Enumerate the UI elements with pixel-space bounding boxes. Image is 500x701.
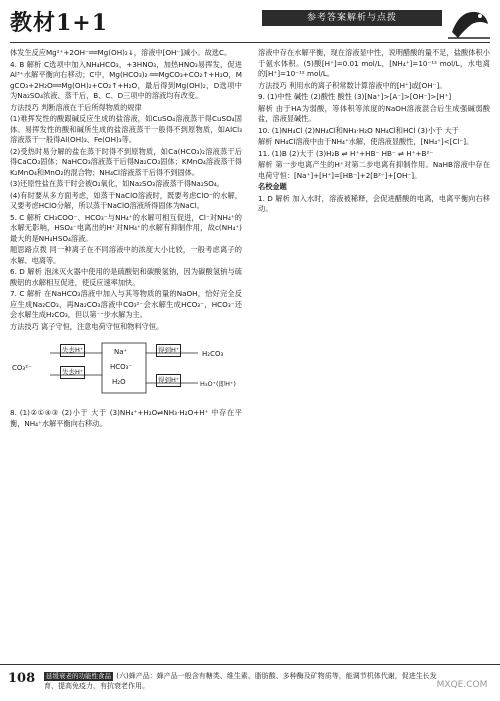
diagram-left-label-2: 失去H⁺ bbox=[60, 366, 85, 379]
right-para-4: 10. (1)NH₄Cl (2)NH₄Cl和NH₃·H₂O NH₄Cl和HCl (3)小于 大于 bbox=[258, 125, 459, 135]
book-logo: 教材1+1 bbox=[10, 10, 109, 36]
diagram-right-label-1: H₂CO₃ bbox=[202, 350, 224, 358]
right-para-2: 9. (1)中性 碱性 (2)酸性 酸性 (3)[Na⁺]>[A⁻]>[OH⁻]>[H⁺] bbox=[258, 92, 452, 101]
page-header bbox=[0, 0, 500, 42]
right-para-0: 溶液中存在水解平衡，现在溶液显中性，说明醋酸的量不足，盐酸体积小于氨水体积。(5)酸[H⁺]=0.01 mol/L，[NH₄⁺]=10⁻¹² mol/L，水电离的[H⁺]=10⁻¹² mol/L。 bbox=[258, 48, 490, 78]
header-banner: 参考答案解析与点拨 bbox=[262, 10, 442, 26]
watermark: MXQE.COM bbox=[436, 680, 488, 690]
ink-bird-decoration-icon bbox=[446, 2, 492, 42]
left-para-0: 体发生反应Mg²⁺+2OH⁻══Mg(OH)₂↓，溶液中[OH⁻]减小。故选C。 bbox=[10, 48, 232, 57]
right-para-5: 解析 NH₄Cl溶液中由于NH₄⁺水解，使溶液显酸性，[NH₄⁺]<[Cl⁻]。 bbox=[258, 137, 474, 146]
footer-tag: 延缓衰老的功能性食品 bbox=[46, 672, 111, 680]
diagram-right-label-3: H₃O⁺(即H⁺) bbox=[200, 380, 236, 388]
right-para-3: 解析 由于HA为弱酸，等体积等浓度的NaOH溶液混合后生成强碱弱酸盐，溶液显碱性。 bbox=[258, 103, 490, 123]
diagram-right-label-0: 得到H⁺ bbox=[156, 344, 181, 357]
header-rule bbox=[10, 42, 490, 43]
right-section-heading: 名校金题 bbox=[258, 182, 287, 191]
left-para-4: (2)受热时易分解的盐在蒸干时得不到原物质，如Ca(HCO₃)₂溶液蒸干后得CaCO₃固体；NaHCO₃溶液蒸干后得Na₂CO₃固体；KMnO₄溶液蒸干得K₂MnO₄和MnO₂的混合物；NH₄Cl溶液蒸干后得不到固体。 bbox=[10, 146, 242, 177]
footer-text: (六)蜂产品：蜂产品一般含有糖类、维生素、脂肪酸、多种酶及矿物质等，能调节机体代谢，促进生长发育，提高免疫力，有抗衰老作用。 bbox=[44, 672, 437, 690]
diagram-left-label-0: CO₃²⁻ bbox=[12, 364, 32, 372]
diagram-box-line-0: Na⁺ bbox=[114, 348, 128, 356]
left-para-7: 5. C 解析 CH₃COO⁻、HCO₃⁻与NH₄⁺的水解可相互促进，Cl⁻对NH₄⁺的水解无影响，HSO₄⁻电离出的H⁺对NH₄⁺的水解有抑制作用，故c(NH₄⁺)最大的是NH₄HSO₄溶液。 bbox=[10, 212, 242, 243]
left-para-5: (3)还原性盐在蒸干时会被O₂氧化，如Na₂SO₃溶液蒸干得Na₂SO₄。 bbox=[10, 179, 224, 188]
right-column bbox=[258, 48, 490, 661]
right-para-1: 方法技巧 利用水的离子积常数计算溶液中的[H⁺]或[OH⁻]。 bbox=[258, 80, 447, 90]
diagram-box-line-2: H₂O bbox=[112, 378, 126, 386]
left-para-3: (1)难挥发性的酸跟碱反应生成的盐溶液，如CuSO₄溶液蒸干得CuSO₄固体。易挥发性的酸和碱所生成的盐溶液蒸干一般得不到原物质，如AlCl₃溶液蒸干一般得Al(OH)₃、Fe(OH)₃等。 bbox=[10, 114, 242, 144]
left-para-11: 方法技巧 离子守恒，注意电荷守恒和物料守恒。 bbox=[10, 321, 164, 331]
left-para-10: 7. C 解析 在NaHCO₃溶液中加入与其等物质的量的NaOH，恰好完全反应生成Na₂CO₃，再Na₂CO₃溶液中CO₃²⁻会水解生成HCO₃⁻，HCO₃⁻还会水解生成H₂CO₃，但以第一步水解为主。 bbox=[10, 289, 242, 319]
ion-transfer-diagram bbox=[10, 335, 242, 405]
diagram-right-label-2: 得到H⁺ bbox=[156, 374, 181, 387]
page-number: 108 bbox=[8, 671, 36, 686]
left-para-1: 4. B 解析 C选项中加入NH₄HCO₃，+3HNO₃，加热HNO₃易挥发，促进Al³⁺水解平衡向右移动；C中，Mg(HCO₃)₂ ══MgCO₃+CO₂↑+H₂O，MgCO₃+2H₂O══Mg(OH)₂+CO₂↑+H₂O，最后得到Mg(OH)₂，D选项中为Na₂SO₄浓液、蒸干后，B、C、D三项中的溶液均有改变。 bbox=[10, 59, 242, 100]
diagram-box-line-1: HCO₃⁻ bbox=[110, 363, 133, 371]
left-column bbox=[10, 48, 242, 661]
left-para-2: 方法技巧 判断溶液在干后所得物质的规律 bbox=[10, 102, 142, 112]
right-para-6: 11. (1)B (2)大于 (3)H₂B ⇌ H⁺+HB⁻ HB⁻ ⇌ H⁺+B²⁻ bbox=[258, 148, 434, 158]
left-para-12: 8. (1)②①④③ (2)小于 大于 (3)NH₄⁺+H₂O⇌NH₃·H₂O+H⁺ 中存在平衡，NH₄⁺水解平衡向右移动。 bbox=[10, 408, 242, 428]
left-para-8: 题思路点拨 同一种离子在不同溶液中的浓度大小比较，一般考虑离子的水解、电离等。 bbox=[10, 245, 242, 265]
page-footer bbox=[0, 664, 500, 701]
diagram-left-label-1: 失去H⁺ bbox=[60, 344, 85, 357]
footer-note bbox=[44, 671, 444, 691]
right-para-9: 1. D 解析 加入水时，溶液被稀释，会促进醋酸的电离，电离平衡向右移动。 bbox=[258, 193, 490, 213]
left-para-9: 6. D 解析 泡沫灭火器中使用的是硫酸铝和碳酸氢钠，因为碳酸氢钠与硫酸铝的水解相互促进，使反应速率加快。 bbox=[10, 267, 242, 287]
left-para-6: (4)有时要从多方面考虑，如蒸干NaClO溶液时，既要考虑ClO⁻的水解，又要考虑HClO分解，所以蒸干NaClO溶液所得固体为NaCl。 bbox=[10, 190, 242, 210]
right-para-7: 解析 第一步电离产生的H⁺对第二步电离有抑制作用。NaHB溶液中存在电荷守恒：[Na⁺]+[H⁺]=[HB⁻]+2[B²⁻]+[OH⁻]。 bbox=[258, 160, 490, 180]
